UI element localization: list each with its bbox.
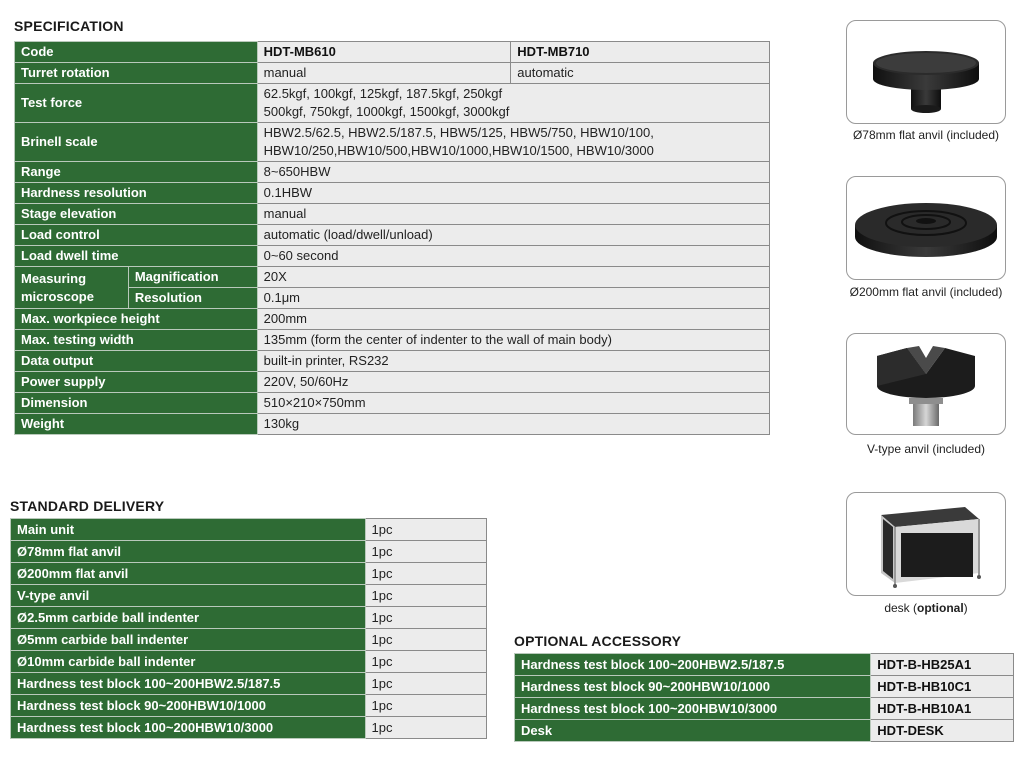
table-row <box>15 309 770 330</box>
caption-desk-prefix: desk ( <box>884 601 917 615</box>
model-header-mb710: HDT-MB710 <box>511 42 770 63</box>
flat-anvil-78-image <box>847 21 1005 123</box>
spec-value <box>257 84 769 123</box>
accessory-item-code: HDT-DESK <box>871 720 1014 742</box>
delivery-item-qty: 1pc <box>365 563 486 585</box>
table-row <box>15 162 770 183</box>
spec-value: manual <box>257 204 769 225</box>
spec-value: automatic (load/dwell/unload) <box>257 225 769 246</box>
table-row <box>15 330 770 351</box>
table-row <box>15 204 770 225</box>
delivery-item-name: Hardness test block 100~200HBW10/3000 <box>11 717 366 739</box>
delivery-item-name: Main unit <box>11 519 366 541</box>
spec-label: Max. testing width <box>15 330 258 351</box>
spec-label: Turret rotation <box>15 63 258 84</box>
spec-label: Weight <box>15 414 258 435</box>
specification-table <box>14 41 770 435</box>
accessory-item-name: Desk <box>515 720 871 742</box>
table-row <box>11 519 487 541</box>
spec-value: built-in printer, RS232 <box>257 351 769 372</box>
delivery-item-name: Hardness test block 90~200HBW10/1000 <box>11 695 366 717</box>
table-row <box>11 585 487 607</box>
delivery-item-name: V-type anvil <box>11 585 366 607</box>
accessory-item-code: HDT-B-HB10C1 <box>871 676 1014 698</box>
spec-label-line: microscope <box>21 288 94 304</box>
spec-sublabel: Magnification <box>128 267 257 288</box>
table-row <box>15 84 770 123</box>
table-row <box>11 717 487 739</box>
spec-value: 0.1HBW <box>257 183 769 204</box>
table-row <box>15 351 770 372</box>
optional-accessory-table <box>514 653 1014 742</box>
spec-label: Load dwell time <box>15 246 258 267</box>
accessory-item-name: Hardness test block 90~200HBW10/1000 <box>515 676 871 698</box>
table-row <box>15 42 770 63</box>
delivery-item-name: Ø2.5mm carbide ball indenter <box>11 607 366 629</box>
accessory-item-name: Hardness test block 100~200HBW2.5/187.5 <box>515 654 871 676</box>
table-row <box>11 673 487 695</box>
delivery-item-qty: 1pc <box>365 651 486 673</box>
spec-value: 8~650HBW <box>257 162 769 183</box>
caption-desk-suffix: ) <box>963 601 968 615</box>
table-row <box>15 246 770 267</box>
table-row <box>11 651 487 673</box>
table-row <box>515 720 1014 742</box>
table-row <box>11 629 487 651</box>
table-row <box>11 695 487 717</box>
accessory-item-code: HDT-B-HB10A1 <box>871 698 1014 720</box>
spec-label: Range <box>15 162 258 183</box>
spec-value: 200mm <box>257 309 769 330</box>
photo-card-anvil78 <box>846 20 1006 124</box>
table-row <box>15 123 770 162</box>
delivery-item-qty: 1pc <box>365 585 486 607</box>
caption-vtype: V-type anvil (included) <box>866 442 986 456</box>
spec-value-line: 62.5kgf, 100kgf, 125kgf, 187.5kgf, 250kgf <box>263 86 503 101</box>
delivery-item-qty: 1pc <box>365 717 486 739</box>
delivery-item-qty: 1pc <box>365 629 486 651</box>
spec-label: Test force <box>15 84 258 123</box>
table-row <box>515 676 1014 698</box>
caption-anvil200: Ø200mm flat anvil (included) <box>849 285 1003 299</box>
table-row <box>15 63 770 84</box>
accessory-item-name: Hardness test block 100~200HBW10/3000 <box>515 698 871 720</box>
spec-label: Brinell scale <box>15 123 258 162</box>
desk-image <box>847 493 1005 595</box>
delivery-item-qty: 1pc <box>365 519 486 541</box>
standard-delivery-table <box>10 518 487 739</box>
spec-label: Code <box>15 42 258 63</box>
photo-card-desk <box>846 492 1006 596</box>
table-row <box>15 267 770 288</box>
table-row <box>11 607 487 629</box>
delivery-item-qty: 1pc <box>365 607 486 629</box>
table-row <box>15 414 770 435</box>
spec-value: manual <box>257 63 511 84</box>
spec-label-microscope <box>15 267 129 309</box>
table-row <box>15 288 770 309</box>
table-row <box>15 225 770 246</box>
delivery-item-name: Ø10mm carbide ball indenter <box>11 651 366 673</box>
spec-value: 20X <box>257 267 769 288</box>
delivery-item-qty: 1pc <box>365 541 486 563</box>
spec-label: Load control <box>15 225 258 246</box>
spec-value: automatic <box>511 63 770 84</box>
spec-value: 510×210×750mm <box>257 393 769 414</box>
spec-label: Stage elevation <box>15 204 258 225</box>
spec-sublabel: Resolution <box>128 288 257 309</box>
spec-value: 220V, 50/60Hz <box>257 372 769 393</box>
caption-anvil78: Ø78mm flat anvil (included) <box>852 128 1000 142</box>
table-row <box>15 183 770 204</box>
table-row <box>15 372 770 393</box>
spec-label: Max. workpiece height <box>15 309 258 330</box>
delivery-item-qty: 1pc <box>365 695 486 717</box>
caption-desk-bold: optional <box>917 601 964 615</box>
spec-value <box>257 123 769 162</box>
table-row <box>11 563 487 585</box>
table-row <box>15 393 770 414</box>
model-header-mb610: HDT-MB610 <box>257 42 511 63</box>
specification-title: SPECIFICATION <box>14 18 124 34</box>
table-row <box>515 654 1014 676</box>
spec-value: 0~60 second <box>257 246 769 267</box>
spec-label: Dimension <box>15 393 258 414</box>
spec-value: 130kg <box>257 414 769 435</box>
standard-delivery-title: STANDARD DELIVERY <box>10 498 165 514</box>
spec-label-line: Measuring <box>21 270 87 286</box>
photo-card-vtype <box>846 333 1006 435</box>
table-row <box>515 698 1014 720</box>
delivery-item-name: Ø5mm carbide ball indenter <box>11 629 366 651</box>
delivery-item-name: Ø200mm flat anvil <box>11 563 366 585</box>
table-row <box>11 541 487 563</box>
spec-value-line: 500kgf, 750kgf, 1000kgf, 1500kgf, 3000kgf <box>263 104 510 119</box>
accessory-item-code: HDT-B-HB25A1 <box>871 654 1014 676</box>
v-type-anvil-image <box>847 334 1005 434</box>
spec-label: Data output <box>15 351 258 372</box>
spec-label: Hardness resolution <box>15 183 258 204</box>
caption-desk <box>826 601 1024 615</box>
optional-accessory-title: OPTIONAL ACCESSORY <box>514 633 682 649</box>
delivery-item-name: Hardness test block 100~200HBW2.5/187.5 <box>11 673 366 695</box>
delivery-item-qty: 1pc <box>365 673 486 695</box>
flat-anvil-200-image <box>847 177 1005 279</box>
spec-value: 135mm (form the center of indenter to the wall of main body) <box>257 330 769 351</box>
spec-value: 0.1μm <box>257 288 769 309</box>
delivery-item-name: Ø78mm flat anvil <box>11 541 366 563</box>
photo-card-anvil200 <box>846 176 1006 280</box>
spec-value-line: HBW2.5/62.5, HBW2.5/187.5, HBW5/125, HBW5/750, HBW10/100, <box>263 125 654 140</box>
spec-label: Power supply <box>15 372 258 393</box>
spec-value-line: HBW10/250,HBW10/500,HBW10/1000,HBW10/1500, HBW10/3000 <box>263 143 654 158</box>
